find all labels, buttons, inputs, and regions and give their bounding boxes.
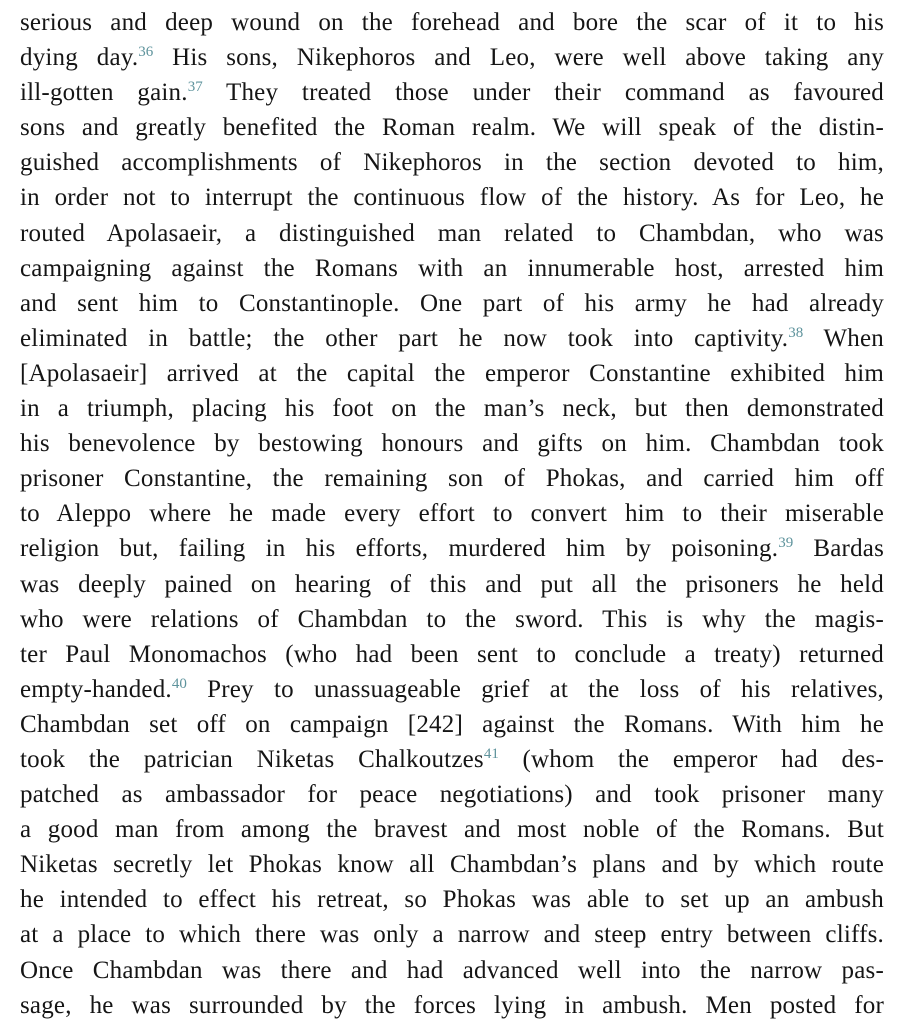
text-segment: religion but, failing in his efforts, murdered him by poisoning. — [20, 535, 779, 563]
text-line — [20, 286, 884, 321]
text-segment: Once Chambdan was there and had advanced well into the narrow pas- — [20, 956, 884, 984]
text-line — [20, 988, 884, 1023]
text-line — [20, 426, 884, 461]
text-line — [20, 321, 884, 356]
text-line — [20, 953, 884, 988]
text-segment: campaigning against the Romans with an innumerable host, arrested him — [20, 254, 884, 282]
text-segment: Chambdan set off on campaign [242] against the Romans. With him he — [20, 710, 884, 738]
text-segment: They treated those under their command as favoured — [202, 79, 884, 107]
text-segment: Niketas secretly let Phokas know all Chambdan’s plans and by which route — [20, 851, 884, 879]
text-segment: his benevolence by bestowing honours and gifts on him. Chambdan took — [20, 430, 884, 458]
text-segment: guished accomplishments of Nikephoros in the section devoted to him, — [20, 149, 884, 177]
text-segment: in order not to interrupt the continuous flow of the history. As for Leo, he — [20, 184, 884, 212]
text-line — [20, 356, 884, 391]
footnote-marker[interactable]: 37 — [187, 79, 203, 96]
text-segment: sage, he was surrounded by the forces lying in ambush. Men posted for — [20, 991, 884, 1019]
text-segment: and sent him to Constantinople. One part of his army he had already — [20, 289, 884, 317]
text-line — [20, 216, 884, 251]
text-line — [20, 110, 884, 145]
footnote-marker[interactable]: 39 — [778, 535, 794, 552]
text-line — [20, 5, 884, 40]
text-line — [20, 602, 884, 637]
text-segment: (whom the emperor had des- — [498, 745, 884, 773]
text-segment: a good man from among the bravest and most noble of the Romans. But — [20, 816, 884, 844]
text-line — [20, 917, 884, 952]
text-segment: he intended to effect his retreat, so Phokas was able to set up an ambush — [20, 886, 884, 914]
text-segment: Prey to unassuageable grief at the loss of his relatives, — [186, 675, 884, 703]
text-line — [20, 496, 884, 531]
text-segment: to Aleppo where he made every effort to convert him to their miserable — [20, 500, 884, 528]
text-segment: ter Paul Monomachos (who had been sent to conclude a treaty) returned — [20, 640, 884, 668]
text-segment: sons and greatly benefited the Roman realm. We will speak of the distin- — [20, 114, 884, 142]
footnote-marker[interactable]: 41 — [483, 745, 499, 762]
text-segment: was deeply pained on hearing of this and put all the prisoners he held — [20, 570, 884, 598]
footnote-marker[interactable]: 36 — [138, 44, 154, 61]
text-line — [20, 75, 884, 110]
text-segment: [Apolasaeir] arrived at the capital the emperor Constantine exhibited him — [20, 359, 884, 387]
text-segment: who were relations of Chambdan to the sword. This is why the magis- — [20, 605, 884, 633]
text-line — [20, 847, 884, 882]
text-segment: in a triumph, placing his foot on the man’s neck, but then demonstrated — [20, 395, 884, 423]
text-line — [20, 145, 884, 180]
text-segment: When — [803, 324, 884, 352]
text-line — [20, 251, 884, 286]
text-line — [20, 812, 884, 847]
text-segment: took the patrician Niketas Chalkoutzes — [20, 745, 484, 773]
text-segment: empty-handed. — [20, 675, 172, 703]
text-line — [20, 180, 884, 215]
text-segment: dying day. — [20, 44, 139, 72]
text-line — [20, 742, 884, 777]
text-segment: eliminated in battle; the other part he now took into captivity. — [20, 324, 789, 352]
text-segment: prisoner Constantine, the remaining son of Phokas, and carried him off — [20, 465, 884, 493]
text-segment: His sons, Nikephoros and Leo, were well above taking any — [153, 44, 884, 72]
text-line — [20, 461, 884, 496]
text-segment: Bardas — [793, 535, 885, 563]
text-line — [20, 531, 884, 566]
text-line — [20, 567, 884, 602]
text-segment: routed Apolasaeir, a distinguished man related to Chambdan, who was — [20, 219, 884, 247]
footnote-marker[interactable]: 38 — [788, 324, 804, 341]
text-segment: ill-gotten gain. — [20, 79, 188, 107]
text-line — [20, 391, 884, 426]
text-line — [20, 882, 884, 917]
page-text — [20, 5, 884, 1023]
text-line — [20, 707, 884, 742]
text-line — [20, 672, 884, 707]
text-line — [20, 637, 884, 672]
text-segment: serious and deep wound on the forehead and bore the scar of it to his — [20, 9, 884, 36]
text-line — [20, 40, 884, 75]
text-segment: at a place to which there was only a narrow and steep entry between cliffs. — [20, 921, 884, 949]
text-segment: patched as ambassador for peace negotiations) and took prisoner many — [20, 781, 884, 809]
text-line — [20, 777, 884, 812]
footnote-marker[interactable]: 40 — [171, 675, 187, 692]
